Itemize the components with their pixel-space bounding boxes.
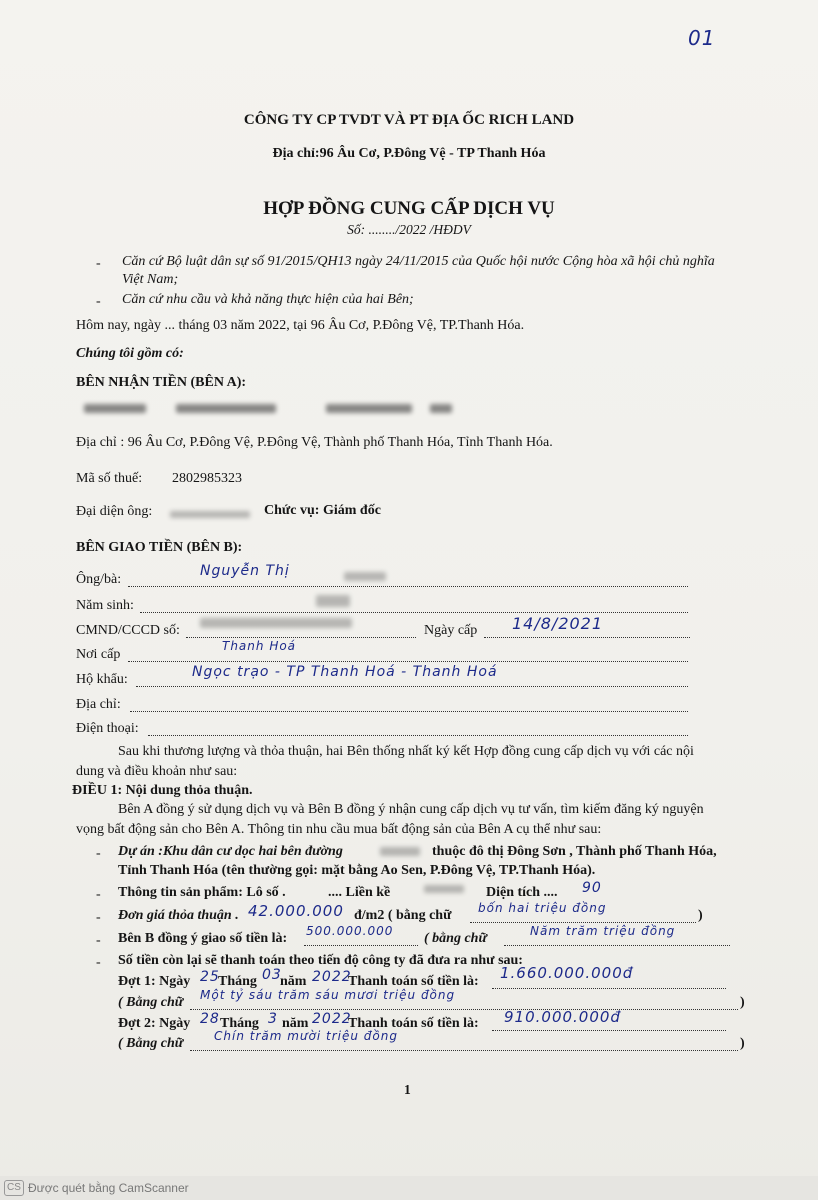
dotted-line: [190, 1009, 738, 1010]
project-line-1a: Dự án :Khu dân cư dọc hai bên đường: [118, 844, 343, 859]
product-info-b: .... Liền kề: [328, 885, 391, 900]
issue-date-label: Ngày cấp: [424, 623, 478, 638]
installment-1-amount: 1.660.000.000đ: [500, 964, 634, 982]
dotted-line: [484, 637, 690, 638]
legal-basis-1-line-2: Việt Nam;: [122, 272, 179, 287]
party-b-heading: BÊN GIAO TIỀN (BÊN B):: [76, 540, 243, 555]
redacted-party-a-name: [176, 404, 276, 413]
bullet: -: [96, 256, 101, 271]
company-name: CÔNG TY CP TVDT VÀ PT ĐỊA ỐC RICH LAND: [243, 112, 575, 128]
agreement-intro-line-2: dung và điều khoản như sau:: [76, 764, 238, 779]
installment-1-words: Một tỷ sáu trăm sáu mươi triệu đồng: [200, 988, 456, 1002]
deposit-amount-handwritten: 500.000.000: [306, 924, 394, 938]
installment-1-label: Đợt 1: Ngày: [118, 974, 191, 989]
bullet: -: [96, 846, 101, 861]
project-line-1b: thuộc đô thị Đông Sơn , Thành phố Thanh Hóa,: [432, 844, 717, 859]
remaining-payment-note: Số tiền còn lại sẽ thanh toán theo tiến độ công ty đã đưa ra như sau:: [118, 953, 523, 968]
residence-handwritten: Ngọc trạo - TP Thanh Hoá - Thanh Hoá: [192, 664, 498, 680]
dotted-line: [148, 735, 688, 736]
corner-handwritten-mark: 01: [688, 26, 716, 50]
installment-1-day: 25: [200, 969, 220, 985]
close-paren: ): [740, 1036, 745, 1051]
dotted-line: [190, 1050, 738, 1051]
name-handwritten: Nguyễn Thị: [200, 563, 290, 579]
deposit-words-handwritten: Năm trăm triệu đồng: [530, 924, 676, 938]
unit-price-handwritten: 42.000.000: [248, 902, 344, 920]
camscanner-logo-icon: CS: [4, 1180, 24, 1196]
dotted-line: [492, 1030, 726, 1031]
contract-number: Số: ......../2022 /HĐDV: [347, 222, 471, 237]
legal-basis-1-line-1: Căn cứ Bộ luật dân sự số 91/2015/QH13 ngày 24/11/2015 của Quốc hội nước Cộng hòa xã hội chủ nghĩa: [122, 254, 715, 269]
installment-2-amount: 910.000.000đ: [504, 1008, 621, 1026]
project-line-2: Tỉnh Thanh Hóa (tên thường gọi: mặt bằng Ao Sen, P.Đông Vệ, TP.Thanh Hóa).: [118, 863, 596, 878]
installment-1-month-label: Tháng: [218, 974, 257, 989]
installment-2-words-label: ( Bằng chữ: [118, 1036, 184, 1051]
installment-1-words-label: ( Bằng chữ: [118, 995, 184, 1010]
bullet: -: [96, 933, 101, 948]
dotted-line: [492, 988, 726, 989]
party-a-address: Địa chỉ : 96 Âu Cơ, P.Đông Vệ, P.Đông Vệ, Thành phố Thanh Hóa, Tỉnh Thanh Hóa.: [76, 435, 553, 450]
installment-2-words: Chín trăm mười triệu đồng: [214, 1029, 398, 1043]
installment-2-label: Đợt 2: Ngày: [118, 1016, 191, 1031]
redacted-street-name: [380, 847, 420, 856]
representative-position: Chức vụ: Giám đốc: [264, 503, 381, 518]
deposit-label: Bên B đồng ý giao số tiền là:: [118, 931, 288, 946]
phone-label: Điện thoại:: [76, 721, 139, 736]
product-info-a: Thông tin sản phẩm: Lô số .: [118, 885, 286, 900]
bullet: -: [96, 955, 101, 970]
issue-date-handwritten: 14/8/2021: [512, 614, 604, 633]
residence-label: Hộ khẩu:: [76, 672, 128, 687]
redacted-id-number: [200, 618, 352, 628]
unit-price-words-label: đ/m2 ( bằng chữ: [354, 908, 452, 923]
legal-basis-2: Căn cứ nhu cầu và khả năng thực hiện của hai Bên;: [122, 292, 414, 307]
dotted-line: [136, 686, 688, 687]
product-info-c: Diện tích ....: [486, 885, 558, 900]
page-number: 1: [404, 1082, 411, 1097]
dotted-line: [128, 586, 688, 587]
dotted-line: [128, 661, 688, 662]
dotted-line: [130, 711, 688, 712]
article-1-paragraph-line-2: vọng bất động sản cho Bên A. Thông tin nhu cầu mua bất động sản của Bên A cụ thể như sau:: [76, 822, 602, 837]
birth-year-label: Năm sinh:: [76, 598, 134, 613]
company-address: Địa chỉ:96 Âu Cơ, P.Đông Vệ - TP Thanh Hóa: [272, 146, 546, 161]
party-a-heading: BÊN NHẬN TIỀN (BÊN A):: [76, 375, 247, 390]
bullet: -: [96, 294, 101, 309]
parties-intro: Chúng tôi gồm có:: [76, 346, 184, 361]
scanner-watermark-bar: [0, 1176, 818, 1200]
unit-price-label: Đơn giá thỏa thuận .: [118, 908, 239, 923]
id-number-label: CMND/CCCD số:: [76, 623, 180, 638]
installment-1-year: 2022: [312, 969, 352, 985]
address-label: Địa chỉ:: [76, 697, 121, 712]
close-paren: ): [698, 908, 703, 923]
date-place-statement: Hôm nay, ngày ... tháng 03 năm 2022, tại 96 Âu Cơ, P.Đông Vệ, TP.Thanh Hóa.: [76, 318, 525, 333]
dotted-line: [140, 612, 688, 613]
redacted-party-a-name: [326, 404, 412, 413]
agreement-intro-line-1: Sau khi thương lượng và thỏa thuận, hai Bên thống nhất ký kết Hợp đồng cung cấp dịch vụ với các nội: [118, 744, 694, 759]
unit-price-words-handwritten: bốn hai triệu đồng: [478, 901, 607, 915]
representative-label: Đại diện ông:: [76, 504, 153, 519]
redacted-name: [344, 572, 386, 581]
tax-code-value: 2802985323: [172, 471, 242, 486]
installment-2-year: 2022: [312, 1011, 352, 1027]
installment-2-amount-label: Thanh toán số tiền là:: [348, 1016, 479, 1031]
redacted-representative-name: [170, 511, 250, 518]
article-1-paragraph-line-1: Bên A đồng ý sử dụng dịch vụ và Bên B đồng ý nhận cung cấp dịch vụ tư vấn, tìm kiếm đăng ký nguyện: [118, 802, 704, 817]
redacted-unit: [424, 885, 464, 893]
installment-1-amount-label: Thanh toán số tiền là:: [348, 974, 479, 989]
redacted-party-a-name: [84, 404, 146, 413]
installment-2-month: 3: [268, 1011, 278, 1027]
installment-1-month: 03: [262, 967, 282, 983]
installment-1-year-label: năm: [280, 974, 307, 989]
deposit-words-label: ( bằng chữ: [424, 931, 487, 946]
area-handwritten: 90: [582, 880, 602, 896]
installment-2-month-label: Tháng: [220, 1016, 259, 1031]
close-paren: ): [740, 995, 745, 1010]
bullet: -: [96, 910, 101, 925]
document-title: HỢP ĐỒNG CUNG CẤP DỊCH VỤ: [263, 198, 555, 219]
tax-code-label: Mã số thuế:: [76, 471, 143, 486]
scanner-watermark-text: Được quét bằng CamScanner: [28, 1181, 189, 1195]
name-label: Ông/bà:: [76, 572, 122, 587]
installment-2-year-label: năm: [282, 1016, 309, 1031]
dotted-line: [470, 922, 696, 923]
installment-2-day: 28: [200, 1011, 220, 1027]
article-1-heading: ĐIỀU 1: Nội dung thỏa thuận.: [72, 783, 253, 798]
issue-place-handwritten: Thanh Hoá: [222, 639, 297, 653]
redacted-birth-year: [316, 595, 350, 607]
bullet: -: [96, 887, 101, 902]
redacted-party-a-name: [430, 404, 452, 413]
issue-place-label: Nơi cấp: [76, 647, 121, 662]
dotted-line: [504, 945, 730, 946]
dotted-line: [186, 637, 416, 638]
dotted-line: [304, 945, 418, 946]
